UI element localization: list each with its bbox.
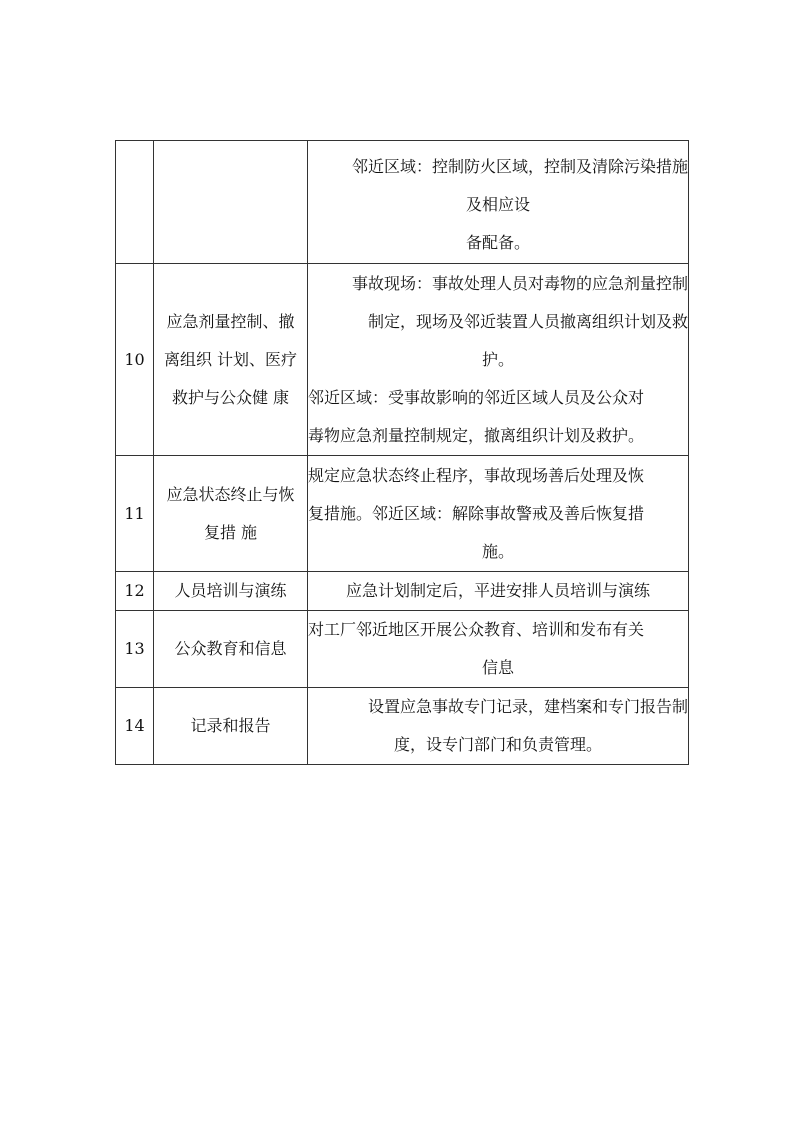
item-line: 人员培训与演练 — [174, 581, 287, 600]
description-line: 及相应设 — [465, 195, 530, 214]
table-row — [116, 572, 689, 611]
item-cell — [154, 611, 308, 688]
description-cell — [308, 572, 689, 611]
description-cell — [308, 688, 689, 765]
item-line: 应急剂量控制、撤 — [166, 311, 295, 331]
row-number: 11 — [116, 456, 154, 572]
item-line: 复措 施 — [203, 522, 258, 542]
row-number: 14 — [116, 688, 154, 765]
description-line: 复措施。邻近区域：解除事故警戒及善后恢复措 — [308, 503, 645, 523]
item-cell — [154, 572, 308, 611]
description-line: 信息 — [481, 658, 514, 677]
description-line: 护。 — [481, 349, 514, 369]
item-cell — [154, 688, 308, 765]
description-line: 对工厂邻近地区开展公众教育、培训和发布有关 — [308, 620, 645, 639]
description-line: 制定，现场及邻近装置人员撤离组织计划及救 — [367, 311, 688, 331]
item-cell — [154, 456, 308, 572]
description-line: 邻近区域：受事故影响的邻近区域人员及公众对 — [308, 387, 645, 407]
table-row — [116, 264, 689, 456]
row-number: 12 — [116, 572, 154, 611]
description-cell — [308, 264, 689, 456]
emergency-plan-table — [115, 140, 689, 765]
description-cell — [308, 611, 689, 688]
description-line: 毒物应急剂量控制规定，撤离组织计划及救护。 — [308, 425, 645, 445]
description-line: 应急计划制定后，平进安排人员培训与演练 — [345, 581, 650, 600]
row-number: 13 — [116, 611, 154, 688]
item-cell — [154, 264, 308, 456]
description-line: 度，设专门部门和负责管理。 — [393, 735, 602, 754]
item-line: 公众教育和信息 — [174, 639, 287, 658]
description-line: 邻近区域：控制防火区域，控制及清除污染措施 — [351, 157, 688, 176]
description-line: 施。 — [481, 541, 514, 561]
description-line: 事故现场：事故处理人员对毒物的应急剂量控制 — [351, 273, 688, 293]
description-cell — [308, 456, 689, 572]
table-row — [116, 611, 689, 688]
table-row — [116, 141, 689, 264]
description-line: 备配备。 — [465, 233, 530, 252]
description-line: 规定应急状态终止程序，事故现场善后处理及恢 — [308, 465, 645, 485]
row-number — [116, 141, 154, 264]
table-row — [116, 456, 689, 572]
item-line: 记录和报告 — [190, 716, 271, 735]
item-line: 离组织 计划、医疗 — [163, 349, 298, 369]
table-row — [116, 688, 689, 765]
item-line: 救护与公众健 康 — [171, 387, 290, 407]
description-cell — [308, 141, 689, 264]
row-number: 10 — [116, 264, 154, 456]
description-line: 设置应急事故专门记录，建档案和专门报告制 — [367, 697, 688, 716]
item-cell — [154, 141, 308, 264]
item-line: 应急状态终止与恢 — [166, 484, 295, 504]
